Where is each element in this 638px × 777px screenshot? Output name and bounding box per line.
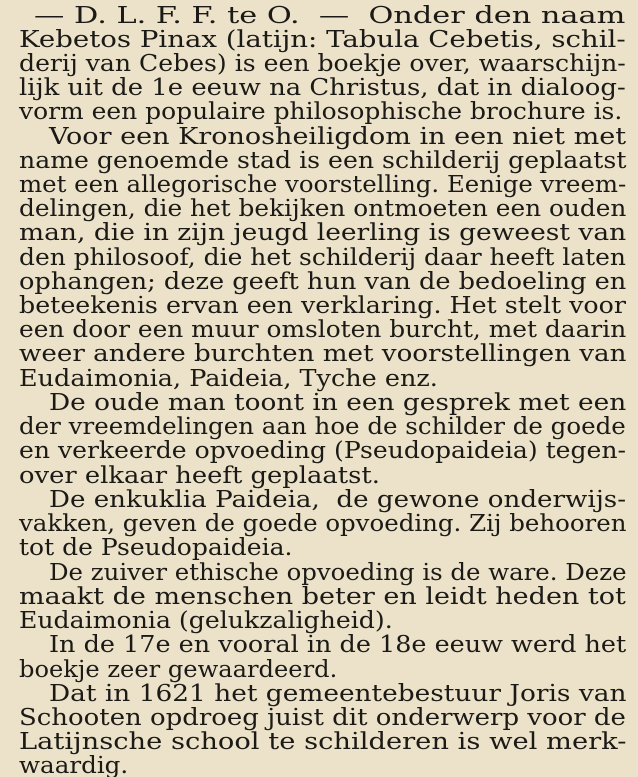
- article-line: delingen, die het bekijken ontmoeten een ouden: [19, 196, 627, 222]
- article-line: waardig.: [19, 753, 129, 777]
- article-line: der vreemdelingen aan hoe de schilder de goede: [19, 414, 626, 440]
- article-line: man, die in zijn jeugd leerling is geweest van: [19, 220, 627, 246]
- article-line: In de 17e en vooral in de 18e eeuw werd het: [49, 632, 627, 658]
- article-line: vakken, geven de goede opvoeding. Zij behooren: [19, 511, 627, 537]
- article-line: en verkeerde opvoeding (Pseudopaideia) tegen-: [19, 438, 626, 464]
- article-line: weer andere burchten met voorstellingen van: [19, 341, 627, 367]
- article-line: met een allegorische voorstelling. Eenige vreem-: [19, 172, 627, 198]
- article-line: Eudaimonia (gelukzaligheid).: [19, 608, 393, 634]
- article-line: De enkuklia Paideia, de gewone onderwijs-: [49, 487, 627, 513]
- article-line: over elkaar heeft geplaatst.: [19, 463, 380, 489]
- article-line: den philosoof, die het schilderij daar heeft laten: [19, 245, 626, 271]
- article-line: name genoemde stad is een schilderij geplaatst: [19, 148, 627, 174]
- article-line: een door een muur omsloten burcht, met daarin: [19, 317, 627, 343]
- article-line: Latijnsche school te schilderen is wel merk-: [19, 729, 627, 755]
- article-line: De zuiver ethische opvoeding is de ware. Deze: [49, 560, 627, 586]
- article-line: lijk uit de 1e eeuw na Christus, dat in dialoog-: [19, 75, 626, 101]
- article-line: maakt de menschen beter en leidt heden tot: [19, 584, 626, 610]
- article-line: beteekenis ervan een verklaring. Het stelt voor: [19, 293, 626, 319]
- article-line: Voor een Kronosheiligdom in een niet met: [49, 124, 627, 150]
- article-line: boekje zeer gewaardeerd.: [19, 657, 338, 683]
- article-line: Schooten opdroeg juist dit onderwerp voor de: [19, 705, 626, 731]
- article-line: — D. L. F. F. te O. — Onder den naam: [34, 3, 626, 29]
- article-line: derij van Cebes) is een boekje over, waarschijn-: [19, 51, 626, 77]
- article-line: tot de Pseudopaideia.: [19, 535, 293, 561]
- article-line: Dat in 1621 het gemeentebestuur Joris van: [49, 681, 627, 707]
- article-line: vorm een populaire philosophische brochure is.: [19, 99, 623, 125]
- article-line: ophangen; deze geeft hun van de bedoeling en: [19, 269, 627, 295]
- article-line: Kebetos Pinax (latijn: Tabula Cebetis, schil-: [19, 27, 626, 53]
- article-line: Eudaimonia, Paideia, Tyche enz.: [19, 366, 438, 392]
- article-line: De oude man toont in een gesprek met een: [49, 390, 627, 416]
